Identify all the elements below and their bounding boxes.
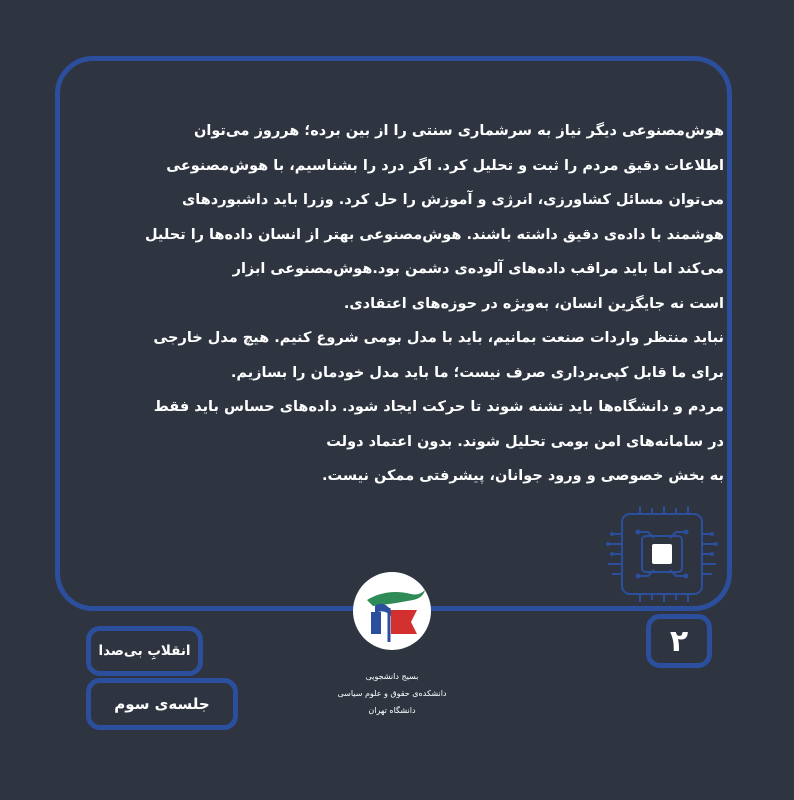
text-line: به بخش خصوصی و ورود جوانان، پیشرفتی ممکن نیست. (321, 468, 724, 484)
text-line: هوش‌مصنوعی دیگر نیاز به سرشماری سنتی را از بین برده؛ هرروز می‌توان (194, 123, 724, 139)
series-title: انقلابِ بی‌صدا (98, 643, 191, 659)
text-line: می‌کند اما باید مراقب داده‌های آلوده‌ی دشمن بود.هوش‌مصنوعی ابزار (232, 261, 724, 277)
text-line: است نه جایگزین انسان، به‌ویژه در حوزه‌های اعتقادی. (343, 295, 724, 312)
text-line: می‌توان مسائل کشاورزی، انرژی و آموزش را حل کرد. وزرا باید داشبوردهای (182, 192, 724, 208)
organization-caption (300, 668, 484, 719)
org-line-1: بسیج دانشجویی (365, 672, 419, 681)
org-line-3: دانشگاه تهران (368, 706, 416, 715)
body-text (72, 114, 724, 494)
basij-logo (353, 572, 431, 650)
text-line: هوشمند با داده‌ی دقیق داشته باشند. هوش‌مصنوعی بهتر از انسان داده‌ها را تحلیل (144, 226, 724, 243)
org-line-2: دانشکده‌ی حقوق و علوم سیاسی (337, 689, 447, 698)
text-line: نباید منتظر واردات صنعت بمانیم، باید با مدل بومی شروع کنیم. هیچ مدل خارجی (153, 330, 724, 346)
text-line: مردم و دانشگاه‌ها باید تشنه شوند تا حرکت ایجاد شود. داده‌های حساس باید فقط (153, 399, 724, 415)
text-line: برای ما قابل کپی‌برداری صرف نیست؛ ما باید مدل خودمان را بسازیم. (230, 364, 724, 381)
session-number: ۲ (669, 623, 689, 659)
text-line: اطلاعات دقیق مردم را ثبت و تحلیل کرد. اگر درد را بشناسیم، با هوش‌مصنوعی (166, 157, 724, 174)
ai-chip-icon (600, 504, 720, 604)
series-title-badge (86, 626, 203, 676)
session-label-badge (86, 678, 238, 730)
text-line: در سامانه‌های امن بومی تحلیل شوند. بدون اعتماد دولت (326, 433, 724, 450)
session-label: جلسه‌ی سوم (114, 695, 210, 713)
session-number-badge (646, 614, 712, 668)
